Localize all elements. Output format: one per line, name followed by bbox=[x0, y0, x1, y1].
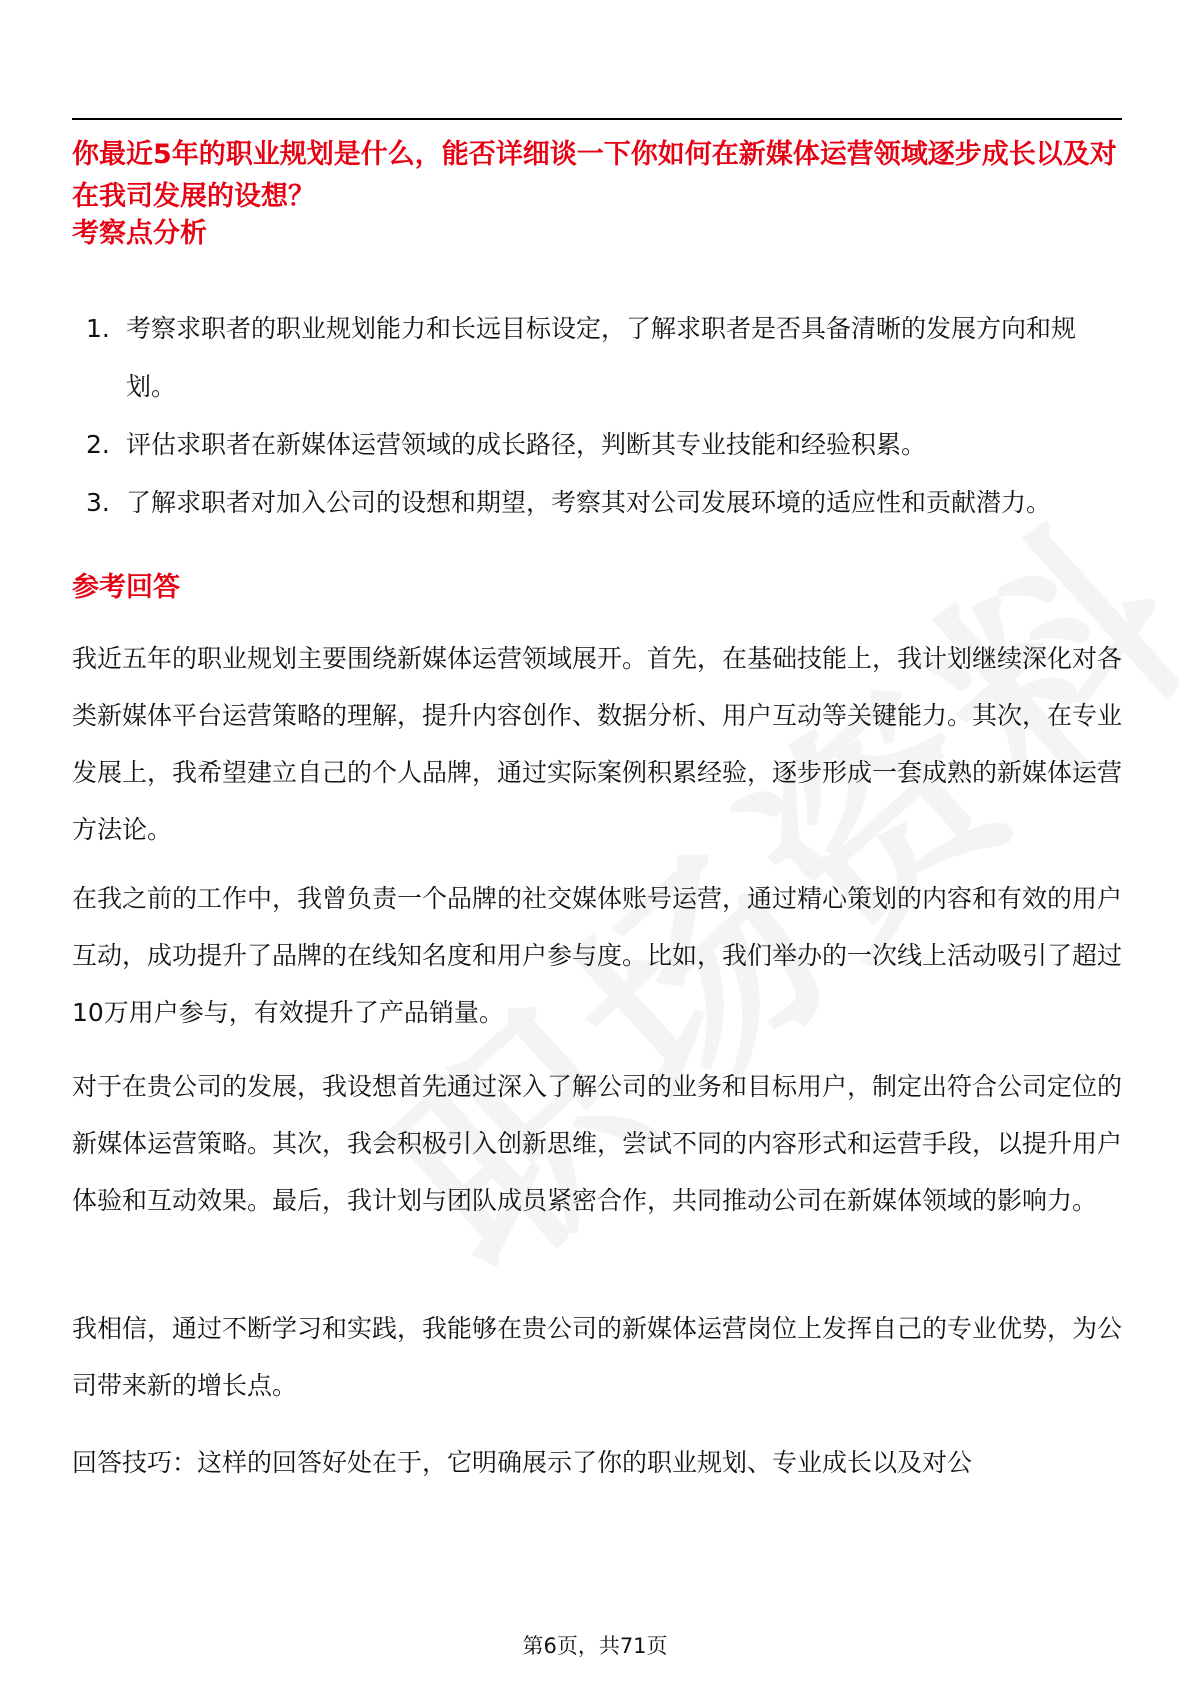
list-item-text: 了解求职者对加入公司的设想和期望，考察其对公司发展环境的适应性和贡献潜力。 bbox=[126, 488, 1052, 517]
list-item bbox=[72, 300, 1122, 416]
answer-paragraph: 我近五年的职业规划主要围绕新媒体运营领域展开。首先，在基础技能上，我计划继续深化对各类新媒体平台运营策略的理解，提升内容创作、数据分析、用户互动等关键能力。其次，在专业发展上，我希望建立自己的个人品牌，通过实际案例积累经验，逐步形成一套成熟的新媒体运营方法论。 bbox=[72, 644, 1123, 844]
answer-paragraph: 对于在贵公司的发展，我设想首先通过深入了解公司的业务和目标用户，制定出符合公司定位的新媒体运营策略。其次，我会积极引入创新思维，尝试不同的内容形式和运营手段，以提升用户体验和互动效果。最后，我计划与团队成员紧密合作，共同推动公司在新媒体领域的影响力。 bbox=[72, 1072, 1123, 1215]
top-divider bbox=[72, 118, 1122, 120]
list-item-number: 2. bbox=[86, 430, 110, 459]
answer-paragraph: 在我之前的工作中，我曾负责一个品牌的社交媒体账号运营，通过精心策划的内容和有效的用户互动，成功提升了品牌的在线知名度和用户参与度。比如，我们举办的一次线上活动吸引了超过10万用户参与，有效提升了产品销量。 bbox=[72, 884, 1123, 1027]
analysis-list bbox=[72, 300, 1122, 532]
question-heading: 你最近5年的职业规划是什么，能否详细谈一下你如何在新媒体运营领域逐步成长以及对在我司发展的设想？ bbox=[72, 139, 1117, 212]
answer-tip-paragraph: 回答技巧：这样的回答好处在于，它明确展示了你的职业规划、专业成长以及对公 bbox=[72, 1448, 973, 1477]
list-item bbox=[72, 474, 1122, 532]
list-item-number: 3. bbox=[86, 488, 110, 517]
list-item-number: 1. bbox=[86, 314, 110, 343]
list-item-text: 评估求职者在新媒体运营领域的成长路径，判断其专业技能和经验积累。 bbox=[126, 430, 927, 459]
page-footer: 第6页，共71页 bbox=[522, 1634, 668, 1658]
analysis-section-title: 考察点分析 bbox=[72, 218, 207, 249]
answer-paragraph: 我相信，通过不断学习和实践，我能够在贵公司的新媒体运营岗位上发挥自己的专业优势，为公司带来新的增长点。 bbox=[72, 1314, 1123, 1400]
answer-section-title: 参考回答 bbox=[72, 572, 180, 603]
list-item bbox=[72, 416, 1122, 474]
list-item-text: 考察求职者的职业规划能力和长远目标设定，了解求职者是否具备清晰的发展方向和规划。 bbox=[126, 314, 1077, 401]
